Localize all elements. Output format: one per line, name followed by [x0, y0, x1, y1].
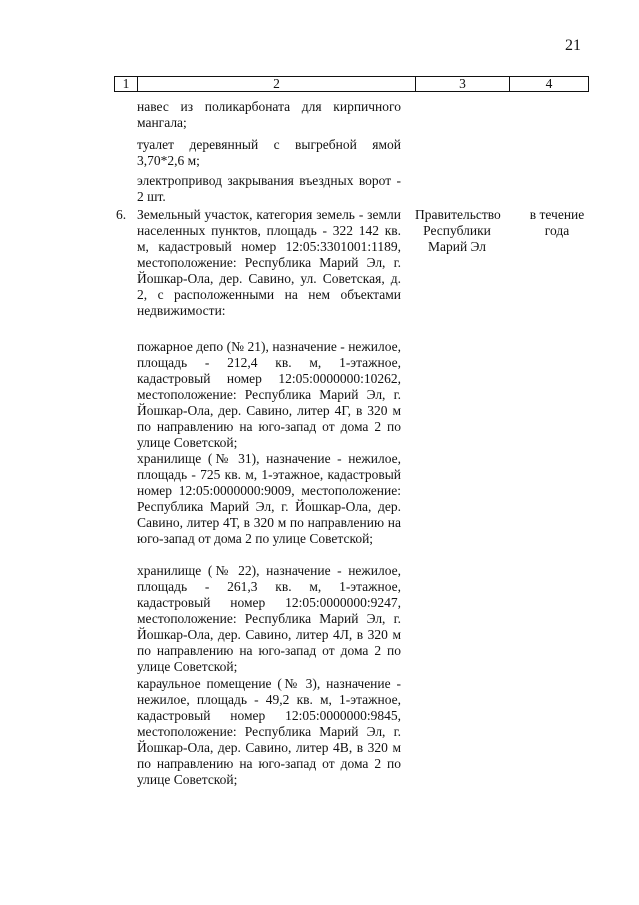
header-col-1: 1	[115, 77, 138, 92]
recipient: Правительство Республики Марий Эл	[415, 207, 501, 254]
header-col-4: 4	[510, 77, 589, 92]
property-object: караульное помещение (№ 3), назначение - нежилое, площадь - 49,2 кв. м, 1-этажное, кадастровый номер 12:05:0000000:9845, местоположение: Республика Марий Эл, г. Йошкар-Ола, дер. Савино, литер 4В, в 320 м по направлению на юго-запад от дома 2 по улице Советской;	[137, 676, 401, 787]
transfer-term: в течение года	[529, 207, 585, 238]
continuation-item: туалет деревянный с выгребной ямой 3,70*2,6 м;	[137, 137, 401, 168]
row-index: 6.	[116, 207, 127, 222]
land-plot-description: Земельный участок, категория земель - земли населенных пунктов, площадь - 322 142 кв. м, кадастровый номер 12:05:3301001:1189, местоположение: Республика Марий Эл, г. Йошкар-Ола, дер. Савино, ул. Советская, д. 2, с расположенными на нем объектами недвижимости:	[137, 207, 401, 318]
header-col-2: 2	[138, 77, 416, 92]
continuation-item: навес из поликарбоната для кирпичного мангала;	[137, 99, 401, 130]
continuation-item: электропривод закрывания въездных ворот - 2 шт.	[137, 173, 401, 204]
table-header	[114, 76, 589, 92]
page-number: 21	[565, 37, 581, 54]
property-object: хранилище (№ 22), назначение - нежилое, площадь - 261,3 кв. м, 1-этажное, кадастровый номер 12:05:0000000:9247, местоположение: Республика Марий Эл, г. Йошкар-Ола, дер. Савино, литер 4Л, в 320 м по направлению на юго-запад от дома 2 по улице Советской;	[137, 563, 401, 674]
property-object: пожарное депо (№ 21), назначение - нежилое, площадь - 212,4 кв. м, 1-этажное, кадастровый номер 12:05:0000000:10262, местоположение: Республика Марий Эл, г. Йошкар-Ола, дер. Савино, литер 4Г, в 320 м по направлению на юго-запад от дома 2 по улице Советской;	[137, 339, 401, 450]
header-col-3: 3	[416, 77, 510, 92]
property-object: хранилище (№ 31), назначение - нежилое, площадь - 725 кв. м, 1-этажное, кадастровый номер 12:05:0000000:9009, местоположение: Республика Марий Эл, г. Йошкар-Ола, дер. Савино, литер 4Т, в 320 м по направлению на юго-запад от дома 2 по улице Советской;	[137, 451, 401, 546]
